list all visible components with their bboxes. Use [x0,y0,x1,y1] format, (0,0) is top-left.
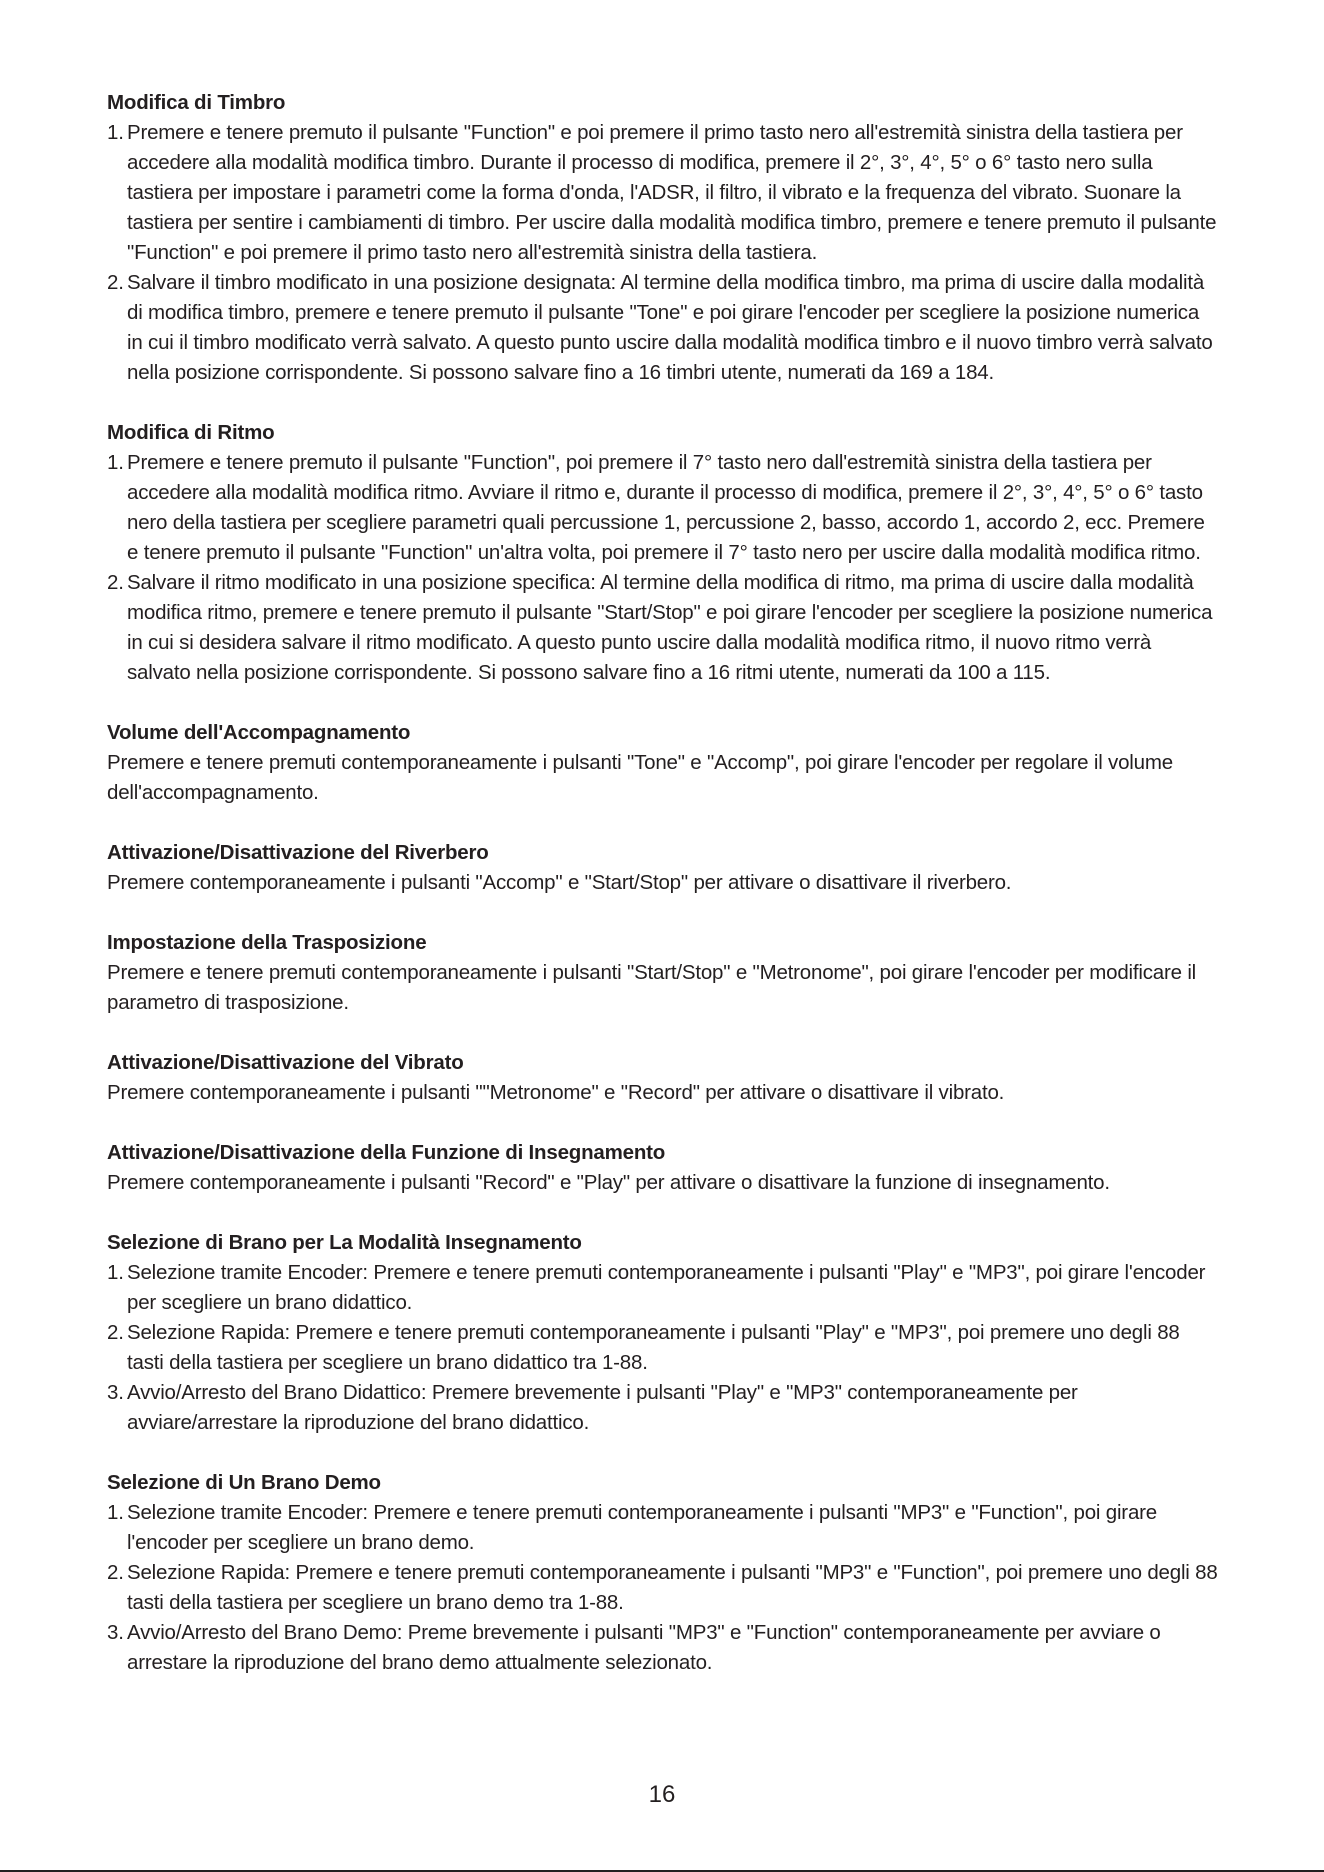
list-item [107,1498,1219,1558]
list-item [107,118,1219,268]
item-number: 1. [107,451,124,474]
list-item [107,1558,1219,1618]
section-title: Volume dell'Accompagnamento [107,721,411,744]
section-text: Premere contemporaneamente i pulsanti "Record" e "Play" per attivare o disattivare la funzione di insegnamento. [107,1171,1110,1194]
step-list [107,118,1219,388]
section-text: Premere e tenere premuti contemporaneamente i pulsanti "Tone" e "Accomp", poi girare l'encoder per regolare il volume dell'accompagnamento. [107,751,1173,804]
section-riverbero [107,838,1219,898]
section-title: Selezione di Brano per La Modalità Insegnamento [107,1231,582,1254]
section-modifica-timbro [107,88,1219,388]
item-text: Salvare il ritmo modificato in una posizione specifica: Al termine della modifica di ritmo, ma prima di uscire dalla modalità modifica ritmo, premere e tenere premuto il pulsante "Start/Stop" e poi girare l'encoder per scegliere la posizione numerica in cui si desidera salvare il ritmo modificato. A questo punto uscire dalla modalità modifica ritmo, il nuovo ritmo verrà salvato nella posizione corrispondente. Si possono salvare fino a 16 ritmi utente, numerati da 100 a 115. [127,571,1213,684]
section-text: Premere contemporaneamente i pulsanti ""Metronome" e "Record" per attivare o disattivare il vibrato. [107,1081,1005,1104]
section-text: Premere e tenere premuti contemporaneamente i pulsanti "Start/Stop" e "Metronome", poi girare l'encoder per modificare il parametro di trasposizione. [107,961,1197,1014]
section-text: Premere contemporaneamente i pulsanti "Accomp" e "Start/Stop" per attivare o disattivare il riverbero. [107,871,1012,894]
section-selezione-brano-insegnamento [107,1228,1219,1438]
list-item [107,1378,1219,1438]
item-text: Selezione tramite Encoder: Premere e tenere premuti contemporaneamente i pulsanti "MP3" e "Function", poi girare l'encoder per scegliere un brano demo. [127,1501,1157,1554]
item-text: Premere e tenere premuto il pulsante "Function", poi premere il 7° tasto nero dall'estremità sinistra della tastiera per accedere alla modalità modifica ritmo. Avviare il ritmo e, durante il processo di modifica, premere il 2°, 3°, 4°, 5° o 6° tasto nero della tastiera per scegliere parametri quali percussione 1, percussione 2, basso, accordo 1, accordo 2, ecc. Premere e tenere premuto il pulsante "Function" un'altra volta, poi premere il 7° tasto nero per uscire dalla modalità modifica ritmo. [127,451,1205,564]
list-item [107,268,1219,388]
item-text: Selezione Rapida: Premere e tenere premuti contemporaneamente i pulsanti "Play" e "MP3", poi premere uno degli 88 tasti della tastiera per scegliere un brano didattico tra 1-88. [127,1321,1180,1374]
list-item [107,1318,1219,1378]
item-text: Selezione tramite Encoder: Premere e tenere premuti contemporaneamente i pulsanti "Play" e "MP3", poi girare l'encoder per scegliere un brano didattico. [127,1261,1206,1314]
item-number: 2. [107,271,124,294]
item-number: 2. [107,571,124,594]
section-title: Impostazione della Trasposizione [107,931,427,954]
section-volume-accompagnamento [107,718,1219,808]
item-number: 1. [107,1501,124,1524]
section-title: Attivazione/Disattivazione del Riverbero [107,841,489,864]
item-number: 1. [107,1261,124,1284]
item-number: 3. [107,1381,124,1404]
section-title: Modifica di Ritmo [107,421,275,444]
section-title: Attivazione/Disattivazione del Vibrato [107,1051,464,1074]
item-number: 2. [107,1561,124,1584]
list-item [107,568,1219,688]
step-list [107,448,1219,688]
item-text: Avvio/Arresto del Brano Demo: Preme brevemente i pulsanti "MP3" e "Function" contemporaneamente per avviare o arrestare la riproduzione del brano demo attualmente selezionato. [127,1621,1161,1674]
step-list [107,1498,1219,1678]
section-modifica-ritmo [107,418,1219,688]
manual-page [107,88,1219,1708]
section-title: Selezione di Un Brano Demo [107,1471,381,1494]
section-trasposizione [107,928,1219,1018]
item-number: 3. [107,1621,124,1644]
list-item [107,1618,1219,1678]
item-text: Premere e tenere premuto il pulsante "Function" e poi premere il primo tasto nero all'estremità sinistra della tastiera per accedere alla modalità modifica timbro. Durante il processo di modifica, premere il 2°, 3°, 4°, 5° o 6° tasto nero sulla tastiera per impostare i parametri come la forma d'onda, l'ADSR, il filtro, il vibrato e la frequenza del vibrato. Suonare la tastiera per sentire i cambiamenti di timbro. Per uscire dalla modalità modifica timbro, premere e tenere premuto il pulsante "Function" e poi premere il primo tasto nero all'estremità sinistra della tastiera. [127,121,1217,264]
item-number: 1. [107,121,124,144]
section-selezione-brano-demo [107,1468,1219,1678]
section-title: Attivazione/Disattivazione della Funzione di Insegnamento [107,1141,666,1164]
page-number: 16 [648,1781,676,1808]
item-number: 2. [107,1321,124,1344]
list-item [107,1258,1219,1318]
section-funzione-insegnamento [107,1138,1219,1198]
list-item [107,448,1219,568]
item-text: Salvare il timbro modificato in una posizione designata: Al termine della modifica timbro, ma prima di uscire dalla modalità di modifica timbro, premere e tenere premuto il pulsante "Tone" e poi girare l'encoder per scegliere la posizione numerica in cui il timbro modificato verrà salvato. A questo punto uscire dalla modalità modifica timbro e il nuovo timbro verrà salvato nella posizione corrispondente. Si possono salvare fino a 16 timbri utente, numerati da 169 a 184. [127,271,1213,384]
section-title: Modifica di Timbro [107,91,286,114]
item-text: Selezione Rapida: Premere e tenere premuti contemporaneamente i pulsanti "MP3" e "Function", poi premere uno degli 88 tasti della tastiera per scegliere un brano demo tra 1-88. [127,1561,1218,1614]
step-list [107,1258,1219,1438]
item-text: Avvio/Arresto del Brano Didattico: Premere brevemente i pulsanti "Play" e "MP3" contemporaneamente per avviare/arrestare la riproduzione del brano didattico. [127,1381,1078,1434]
section-vibrato [107,1048,1219,1108]
